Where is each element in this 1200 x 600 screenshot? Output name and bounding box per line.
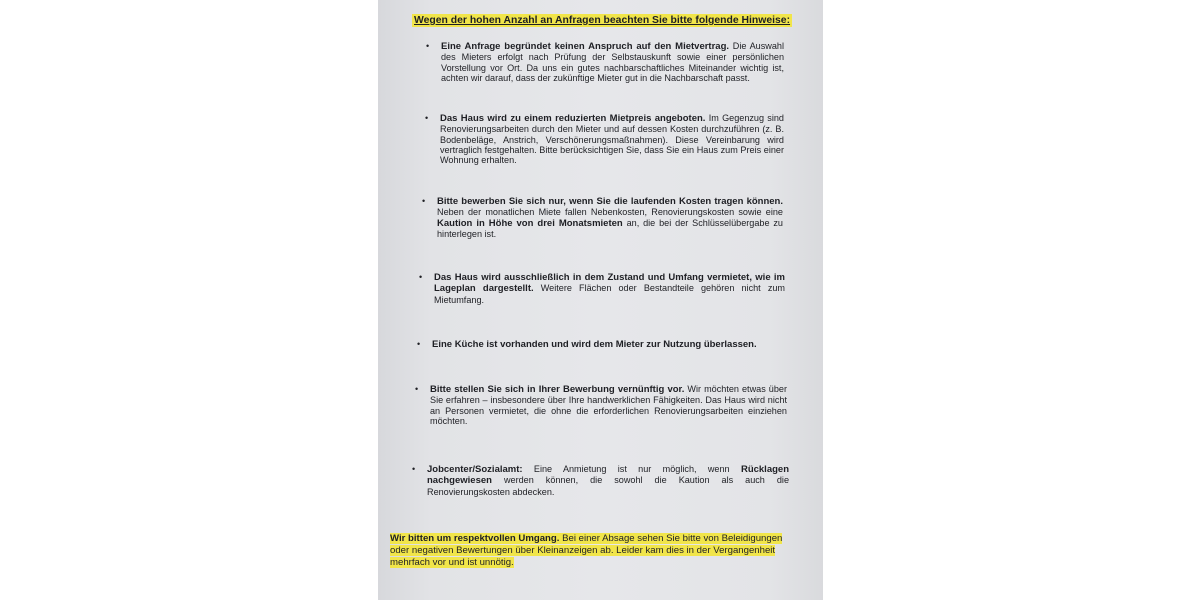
list-item xyxy=(412,464,789,497)
document-photo xyxy=(378,0,823,600)
item-bold-text-2: Rücklagen nachgewiesen xyxy=(427,464,789,487)
item-text: Wir möchten etwas über Sie erfahren – insbesondere über Ihre handwerklichen Fähigkeiten. Das Haus wird nicht an Personen vermietet, die ohne die erforderlichen Renovierungsarbeiten einziehen möchten. xyxy=(430,384,787,426)
item-bold-text: Jobcenter/Sozialamt: xyxy=(427,464,523,475)
item-bold-text: Eine Küche ist vorhanden und wird dem Mieter zur Nutzung überlassen. xyxy=(432,339,757,350)
item-text: Neben der monatlichen Miete fallen Nebenkosten, Renovierungskosten sowie eine xyxy=(437,207,783,218)
item-text-2: an, die bei der Schlüsselübergabe zu hinterlegen ist. xyxy=(437,217,783,239)
bullet: • xyxy=(412,464,416,474)
item-bold-text-2: Kaution in Höhe von drei Monatsmieten xyxy=(437,217,623,229)
bullet: • xyxy=(417,339,421,349)
item-bold-text: Das Haus wird zu einem reduzierten Mietpreis angeboten. xyxy=(440,113,706,124)
footer-highlight xyxy=(390,533,782,568)
item-bold-text: Bitte stellen Sie sich in Ihrer Bewerbung vernünftig vor. xyxy=(430,384,685,395)
list-item xyxy=(425,113,784,166)
item-text: Die Auswahl des Mieters erfolgt nach Prüfung der Selbstauskunft sowie einer persönlichen Vorstellung vor Ort. Da uns ein gutes nachbarschaftliches Miteinander wichtig ist, achten wir darauf, dass der zukünftige Mieter gut in die Nachbarschaft passt. xyxy=(441,41,784,83)
list-item xyxy=(417,339,786,350)
list-item xyxy=(426,41,784,83)
footer-text: Bei einer Absage sehen Sie bitte von Beleidigungen oder negativen Bewertungen über Kleinanzeigen ab. Leider kam dies in der Vergangenheit mehrfach vor und ist unnötig. xyxy=(390,533,783,568)
bullet: • xyxy=(425,113,429,123)
notice-heading: Wegen der hohen Anzahl an Anfragen beachten Sie bitte folgende Hinweise: xyxy=(414,15,791,26)
item-text: Weitere Flächen oder Bestandteile gehören nicht zum Mietumfang. xyxy=(434,283,785,305)
bullet: • xyxy=(415,384,419,394)
notice-page xyxy=(378,0,823,600)
bullet: • xyxy=(422,196,426,206)
footer-note xyxy=(390,533,792,569)
item-text: Eine Anmietung ist nur möglich, wenn xyxy=(522,464,741,474)
footer-bold-text: Wir bitten um respektvollen Umgang. xyxy=(390,533,560,544)
item-bold-text: Bitte bewerben Sie sich nur, wenn Sie die laufenden Kosten tragen können. xyxy=(437,196,783,207)
item-text-2: werden können, die sowohl die Kaution als auch die Renovierungskosten abdecken. xyxy=(427,475,789,497)
item-text: Im Gegenzug sind Renovierungsarbeiten durch den Mieter und auf dessen Kosten durchzuführen (z. B. Bodenbeläge, Anstrich, Verschönerungsmaßnahmen). Diese Vereinbarung wird vertraglich festgehalten. Bitte berücksichtigen Sie, dass Sie ein Haus zum Preis einer Wohnung erhalten. xyxy=(440,113,784,166)
list-item xyxy=(419,272,785,305)
list-item xyxy=(415,384,787,426)
item-bold-text: Das Haus wird ausschließlich in dem Zustand und Umfang vermietet, wie im Lageplan dargestellt. xyxy=(434,272,785,295)
list-item xyxy=(422,196,783,239)
bullet: • xyxy=(426,41,430,51)
item-bold-text: Eine Anfrage begründet keinen Anspruch auf den Mietvertrag. xyxy=(441,41,730,52)
bullet: • xyxy=(419,272,423,282)
